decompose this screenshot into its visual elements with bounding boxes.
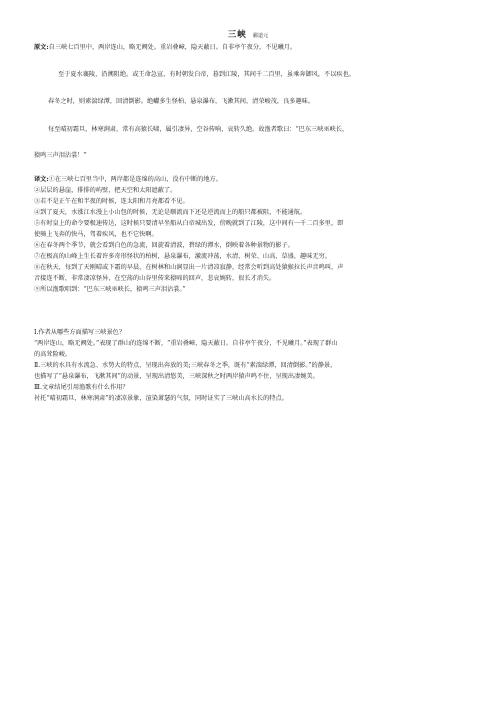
- answer-1a: “两岸连山，略无阙处。”表现了群山的连绵不断，“重岩叠嶂，隐天蔽日。自非亭午夜分，不见曦月。”表现了群山: [34, 340, 338, 347]
- translation-line-7: ⑦在极高的山峰上生长着许多奇形怪状的柏树，悬泉瀑布，激流冲荡，水清、树荣、山高、草盛，趣味无穷。: [34, 253, 331, 260]
- question-1: Ⅰ.作者从哪些方面描写三峡景色？: [34, 329, 126, 336]
- qa-section: [34, 327, 462, 404]
- original-paragraph-4b: 猿鸣三声泪沾裳！”: [34, 152, 87, 159]
- translation-line-8a: ⑧在秋天，每到了天刚晴或下霜的早晨，在树林和山涧显出一片清凉寂静，经常会听到高处猿猴拉长声音鸣叫，声: [34, 264, 344, 271]
- translation-line-9: ⑨所以渔歌唱到：“巴东三峡巫峡长，猿鸣三声泪沾裳。”: [34, 286, 186, 293]
- translation-section: [34, 174, 462, 295]
- original-text-section: [34, 42, 462, 53]
- translation-line-5a: ⑤有时皇上的命令要极速传达，这时候只要清早坐船从白帝城出发，傍晚就到了江陵，这中间有一千二百多里，即: [34, 220, 344, 227]
- original-paragraph-2: 至于夏水襄陵，沿溯阻绝。或王命急宣，有时朝发白帝，暮到江陵，其间千二百里，虽乘奔御风，不以疾也。: [58, 71, 355, 78]
- original-p1-text: 自三峡七百里中，两岸连山，略无阙处。重岩叠嶂，隐天蔽日。自非亭午夜分，不见曦月。: [48, 44, 297, 51]
- translation-line-4: ④到了夏天，水涨江水漫上小山包的时候，无论是顺流而下还是逆流而上的船只都被阻，不能通航。: [34, 209, 307, 216]
- original-paragraph-4a: 每至晴初霜旦，林寒涧肃，常有高猿长啸，属引凄异，空谷传响，哀转久绝。故渔者歌曰：“巴东三峡巫峡长，: [48, 126, 349, 133]
- original-paragraph-3: 春冬之时，则素湍绿潭，回清倒影。绝巘多生怪柏，悬泉瀑布，飞漱其间，清荣峻茂，良多趣味。: [48, 98, 315, 105]
- translation-line-2: ②层层的悬崖，排排的屿壁，把天空和太阳遮蔽了。: [34, 187, 177, 194]
- translation-label: 译文:: [34, 176, 49, 183]
- original-p4b-block: [34, 150, 462, 161]
- translation-line-1: [34, 174, 462, 185]
- document-title: 三峡: [227, 30, 247, 40]
- translation-l1-text: ①在三峡七百里当中，两岸都是连绵的高山，没有中断的地方。: [48, 176, 222, 183]
- original-label: 原文:: [34, 44, 49, 51]
- question-2b: 也描写了“悬泉瀑布，飞漱其间”的动景，呈现出清悠美，三峡深秋之时两岸猿声鸣不住，呈现出凄婉美。: [34, 373, 319, 380]
- answer-3: 衬托“晴初霜旦，林寒涧肃”的凄凉景象，渲染萧瑟的气氛，同时证实了三峡山高水长的特点。: [34, 395, 288, 402]
- translation-line-6: ⑥在春冬两个季节，就会看到白色的急流，回旋着清波，碧绿的潭水，倒映着各种景物的影子。: [34, 242, 294, 249]
- answer-1b: 的高耸险峻。: [34, 351, 72, 358]
- original-p3-block: [34, 96, 462, 107]
- question-3: Ⅲ.文章结尾引用渔歌有什么作用？: [34, 384, 129, 391]
- original-p4-block: [34, 124, 462, 135]
- original-p2-block: [34, 69, 462, 80]
- title-row: [0, 30, 496, 42]
- translation-line-3: ③若不是正午在和半夜的时候，连太阳和月亮都看不见。: [34, 198, 189, 205]
- original-paragraph-1: [34, 42, 462, 53]
- translation-line-8b: 音接连不断，非常凄凉怪异，在空荡的山谷里传来猿啼的回声，悲哀婉转，很长才消失。: [34, 275, 276, 282]
- translation-line-5b: 使骑上飞奔的快马，驾着疾风，也不它快啊。: [34, 231, 158, 238]
- author-name: 郦道元: [252, 33, 269, 39]
- question-2a: Ⅱ.三峡的水具有水流急、水势大的特点，呈现出奔放的美;三峡春冬之季，既有“素湍绿潭，回清倒影。”的静景，: [34, 362, 337, 369]
